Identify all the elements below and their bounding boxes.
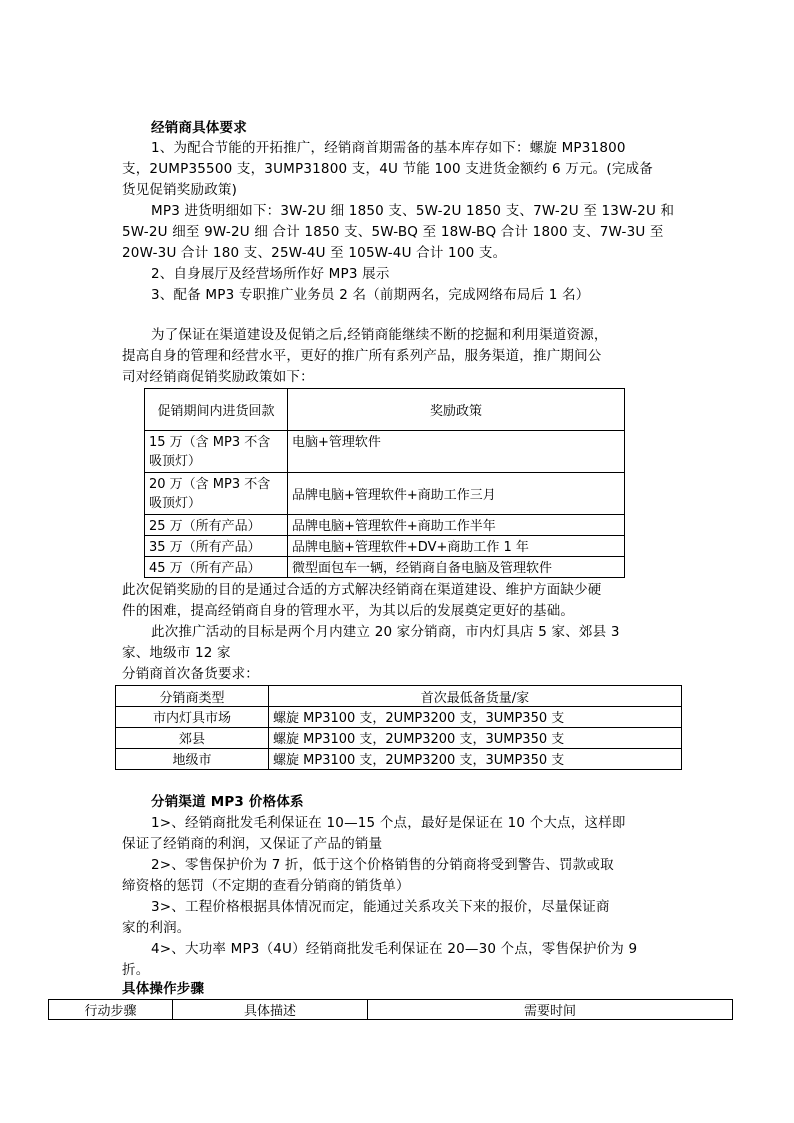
distributor-table <box>115 685 682 770</box>
price-p2-line2: 缔资格的惩罚（不定期的查看分销商的销货单） <box>122 878 410 894</box>
promo-table-row <box>145 431 625 473</box>
distributor-cell-type: 市内灯具市场 <box>116 707 269 728</box>
promo-cell-reward: 品牌电脑+管理软件+商助工作半年 <box>288 515 625 536</box>
distributor-cell-stock: 螺旋 MP3100 支，2UMP3200 支，3UMP350 支 <box>269 707 682 728</box>
steps-table-header <box>49 1000 733 1020</box>
price-p2-line1: 2>、零售保护价为 7 折，低于这个价格销售的分销商将受到警告、罚款或取 <box>151 857 614 873</box>
promo-cell-reward: 微型面包车一辆，经销商自备电脑及管理软件 <box>288 557 625 578</box>
promo-table <box>144 388 625 578</box>
promo-table-row <box>145 515 625 536</box>
steps-table <box>48 999 733 1020</box>
promo-header-payment: 促销期间内进货回款 <box>145 389 288 431</box>
promo-cell-payment: 20 万（含 MP3 不含吸顶灯） <box>145 473 288 515</box>
distributor-cell-type: 地级市 <box>116 749 269 770</box>
promo-goal-line2: 家、地级市 12 家 <box>122 645 231 661</box>
distributor-table-header <box>116 686 682 707</box>
distributor-cell-stock: 螺旋 MP3100 支，2UMP3200 支，3UMP350 支 <box>269 728 682 749</box>
promo-table-row <box>145 473 625 515</box>
promo-intro-line3: 司对经销商促销奖励政策如下： <box>122 369 314 385</box>
dealer-para1-line3: 货见促销奖励政策) <box>122 182 238 198</box>
steps-header-description: 具体描述 <box>173 1000 368 1020</box>
distributor-cell-stock: 螺旋 MP3100 支，2UMP3200 支，3UMP350 支 <box>269 749 682 770</box>
dealer-item2: 2、自身展厅及经营场所作好 MP3 展示 <box>151 266 390 282</box>
promo-goal-line1: 此次推广活动的目标是两个月内建立 20 家分销商，市内灯具店 5 家、郊县 3 <box>151 624 620 640</box>
price-p1-line2: 保证了经销商的利润，又保证了产品的销量 <box>122 836 383 852</box>
price-p4-line2: 折。 <box>122 962 150 978</box>
distributor-header-stock: 首次最低备货量/家 <box>269 686 682 707</box>
promo-cell-reward: 电脑+管理软件 <box>288 431 625 473</box>
dealer-para2-line3: 20W-3U 合计 180 支、25W-4U 至 105W-4U 合计 100 支。 <box>122 245 507 261</box>
promo-cell-payment: 35 万（所有产品） <box>145 536 288 557</box>
dealer-para1-line1: 1、为配合节能的开拓推广，经销商首期需备的基本库存如下：螺旋 MP31800 <box>151 140 626 156</box>
promo-table-row <box>145 536 625 557</box>
price-p3-line1: 3>、工程价格根据具体情况而定，能通过关系攻关下来的报价，尽量保证商 <box>151 899 610 915</box>
promo-cell-reward: 品牌电脑+管理软件+DV+商助工作 1 年 <box>288 536 625 557</box>
dealer-item3: 3、配备 MP3 专职推广业务员 2 名（前期两名，完成网络布局后 1 名） <box>151 287 590 303</box>
promo-table-row <box>145 557 625 578</box>
dealer-para1-line2: 支，2UMP35500 支，3UMP31800 支，4U 节能 100 支进货金额约 6 万元。(完成备 <box>122 161 653 177</box>
promo-purpose-line2: 件的困难，提高经销商自身的管理水平，为其以后的发展奠定更好的基础。 <box>122 603 575 619</box>
steps-header-action: 行动步骤 <box>49 1000 173 1020</box>
promo-header-reward: 奖励政策 <box>288 389 625 431</box>
price-heading: 分销渠道 MP3 价格体系 <box>151 794 304 810</box>
steps-header-time: 需要时间 <box>368 1000 733 1020</box>
promo-cell-payment: 15 万（含 MP3 不含吸顶灯） <box>145 431 288 473</box>
price-p1-line1: 1>、经销商批发毛利保证在 10—15 个点，最好是保证在 10 个大点，这样即 <box>151 815 626 831</box>
promo-cell-reward: 品牌电脑+管理软件+商助工作三月 <box>288 473 625 515</box>
distributor-header-type: 分销商类型 <box>116 686 269 707</box>
promo-table-header <box>145 389 625 431</box>
price-p4-line1: 4>、大功率 MP3（4U）经销商批发毛利保证在 20—30 个点，零售保护价为 9 <box>151 941 638 957</box>
distributor-table-row <box>116 728 682 749</box>
promo-cell-payment: 25 万（所有产品） <box>145 515 288 536</box>
distributor-table-row <box>116 707 682 728</box>
distributor-cell-type: 郊县 <box>116 728 269 749</box>
dealer-para2-line2: 5W-2U 细至 9W-2U 细 合计 1850 支、5W-BQ 至 18W-BQ 合计 1800 支、7W-3U 至 <box>122 224 664 240</box>
promo-intro-line1: 为了保证在渠道建设及促销之后,经销商能继续不断的挖掘和利用渠道资源， <box>151 327 608 343</box>
promo-purpose-line1: 此次促销奖励的目的是通过合适的方式解决经销商在渠道建设、维护方面缺少硬 <box>122 582 602 598</box>
distributor-label: 分销商首次备货要求： <box>122 666 259 682</box>
dealer-heading: 经销商具体要求 <box>151 120 247 136</box>
distributor-table-row <box>116 749 682 770</box>
steps-heading: 具体操作步骤 <box>122 981 205 997</box>
promo-intro-line2: 提高自身的管理和经营水平，更好的推广所有系列产品，服务渠道，推广期间公 <box>122 348 602 364</box>
dealer-para2-line1: MP3 进货明细如下：3W-2U 细 1850 支、5W-2U 1850 支、7W-2U 至 13W-2U 和 <box>151 203 675 219</box>
promo-cell-payment: 45 万（所有产品） <box>145 557 288 578</box>
price-p3-line2: 家的利润。 <box>122 920 191 936</box>
